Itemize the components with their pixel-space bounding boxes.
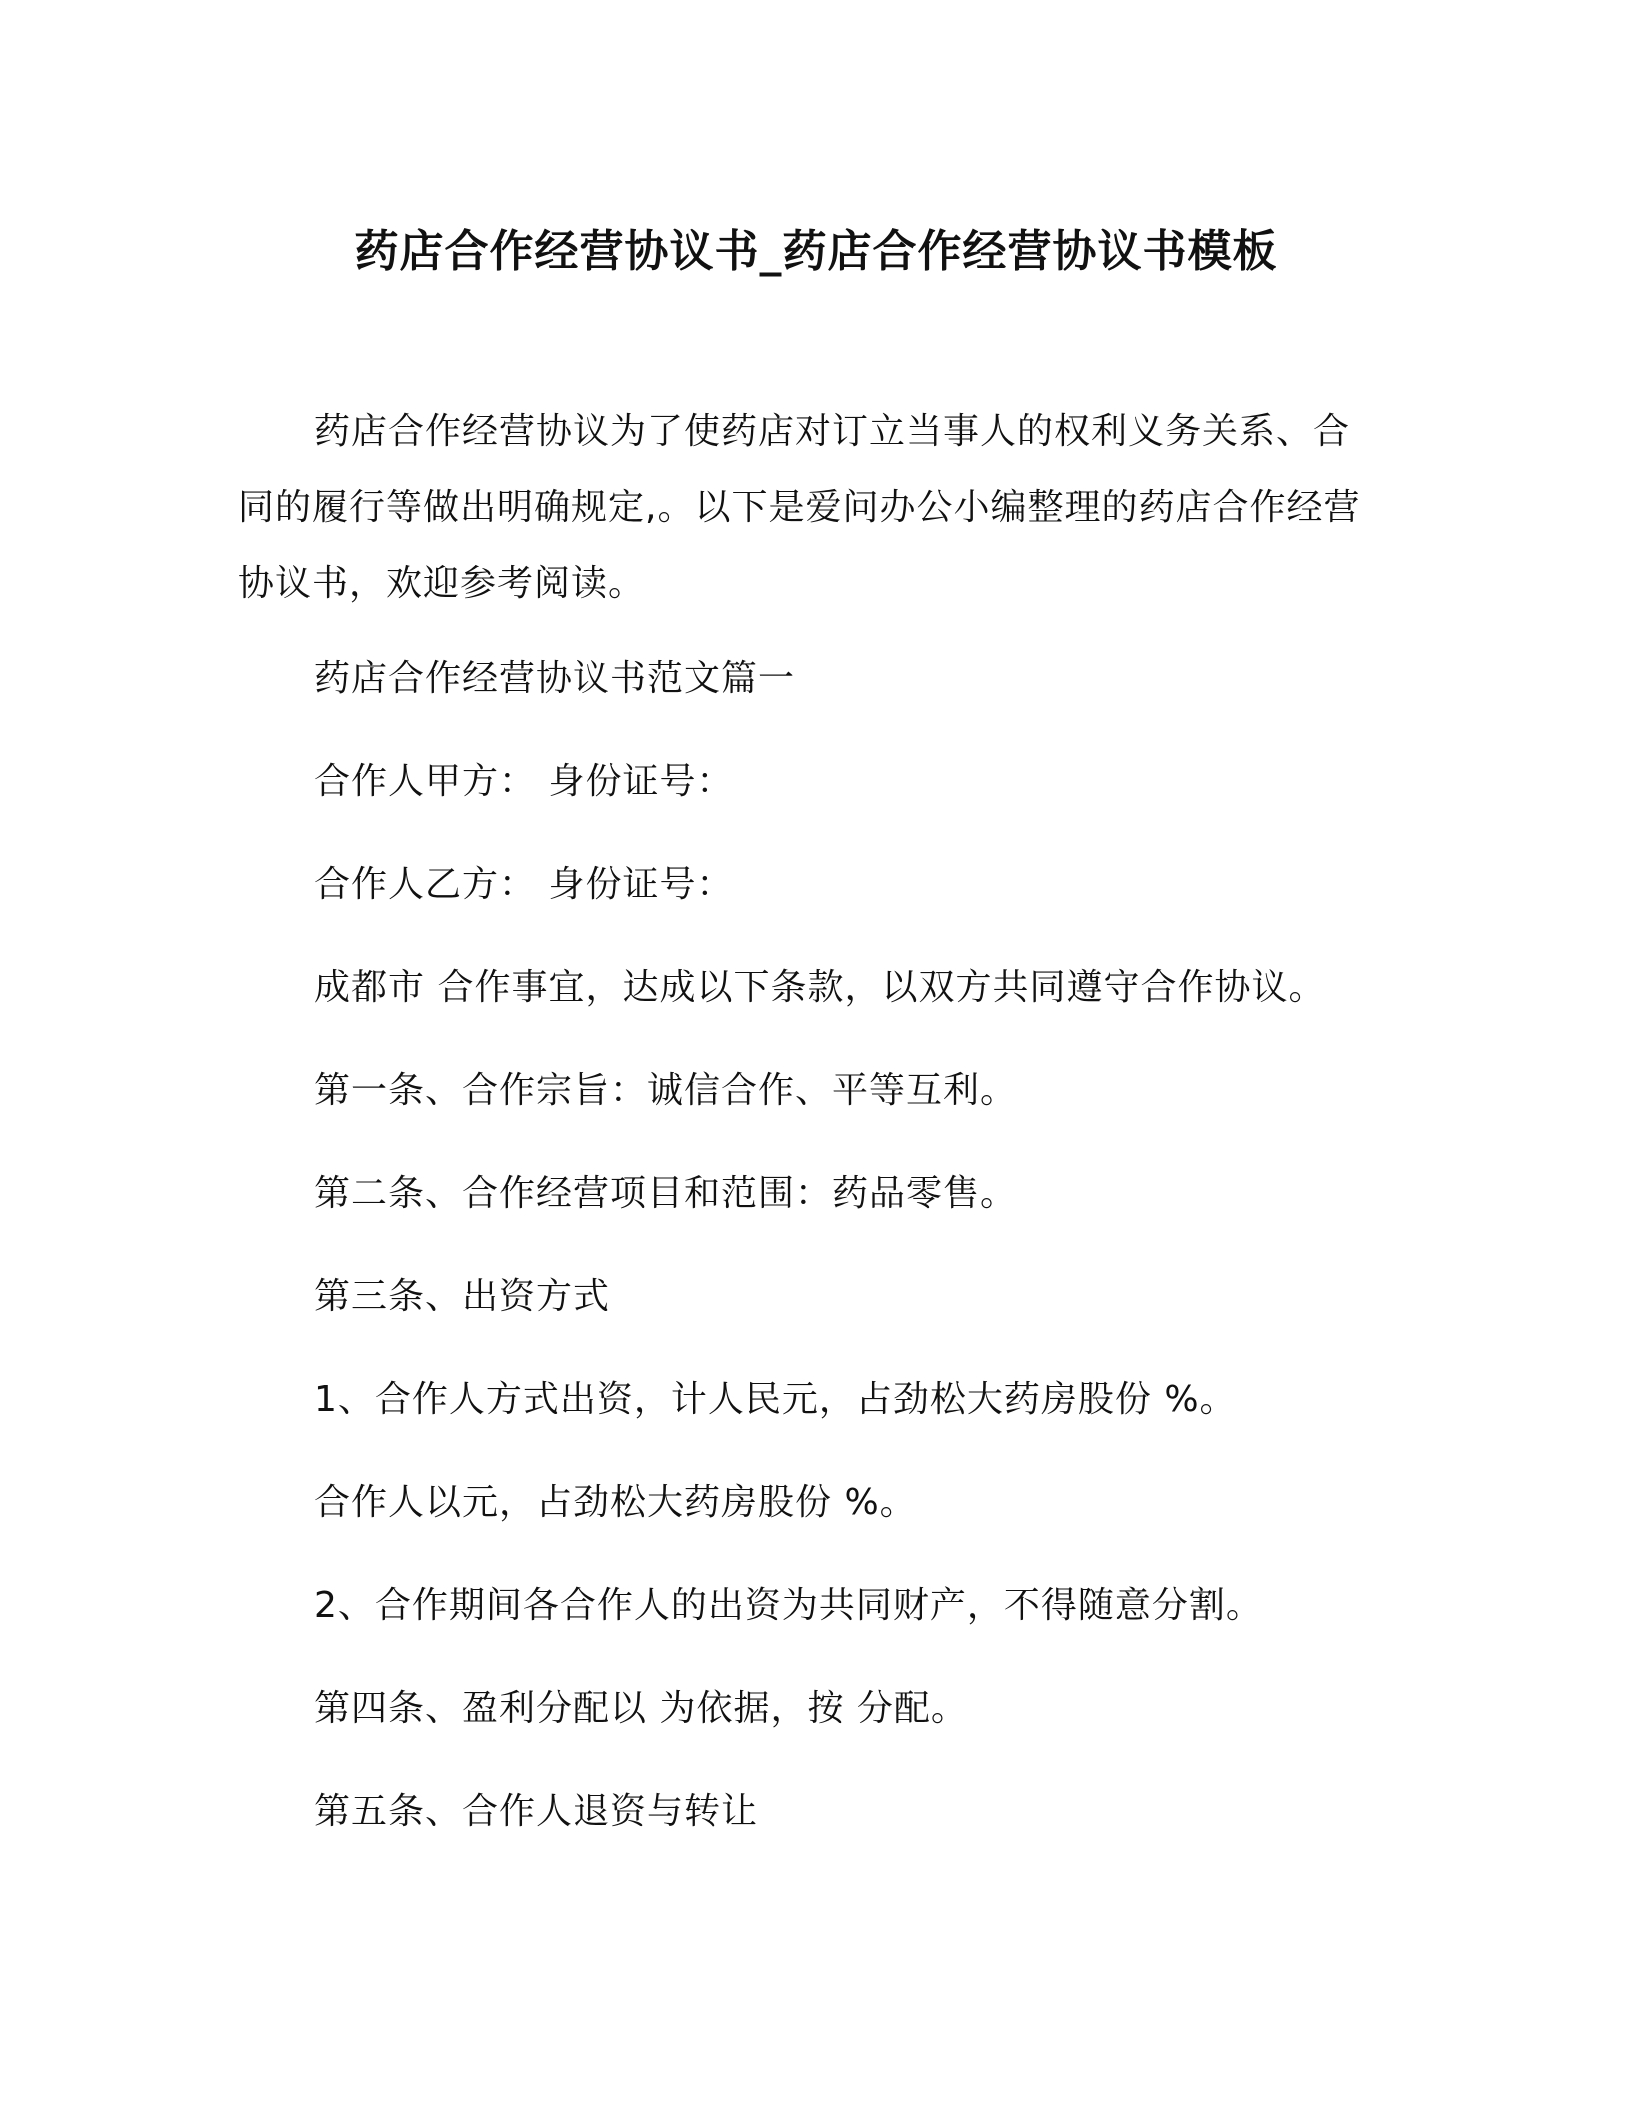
document-title: 药店合作经营协议书_药店合作经营协议书模板 — [354, 226, 1278, 277]
article-5: 第五条、合作人退资与转让 — [314, 1791, 759, 1832]
article-1: 第一条、合作宗旨：诚信合作、平等互利。 — [314, 1070, 1018, 1111]
intro-paragraph: 药店合作经营协议为了使药店对订立当事人的权利义务关系、合同的履行等做出明确规定,。以下是爱问办公小编整理的药店合作经营协议书，欢迎参考阅读。 — [238, 411, 1361, 604]
party-b-line: 合作人乙方： 身份证号： — [314, 864, 734, 905]
article-3: 第三条、出资方式 — [314, 1276, 611, 1317]
article-4: 第四条、盈利分配以 为依据，按 分配。 — [314, 1688, 968, 1729]
party-a-line: 合作人甲方： 身份证号： — [314, 761, 734, 802]
article-3-item-1: 1、合作人方式出资，计人民元，占劲松大药房股份 %。 — [314, 1379, 1237, 1420]
article-2: 第二条、合作经营项目和范围：药品零售。 — [314, 1173, 1018, 1214]
article-3-item-1b: 合作人以元，占劲松大药房股份 %。 — [314, 1482, 917, 1523]
section-heading: 药店合作经营协议书范文篇一 — [314, 658, 796, 699]
agreement-intro-line: 成都市 合作事宜，达成以下条款，以双方共同遵守合作协议。 — [314, 967, 1326, 1008]
article-3-item-2: 2、合作期间各合作人的出资为共同财产，不得随意分割。 — [314, 1585, 1263, 1626]
